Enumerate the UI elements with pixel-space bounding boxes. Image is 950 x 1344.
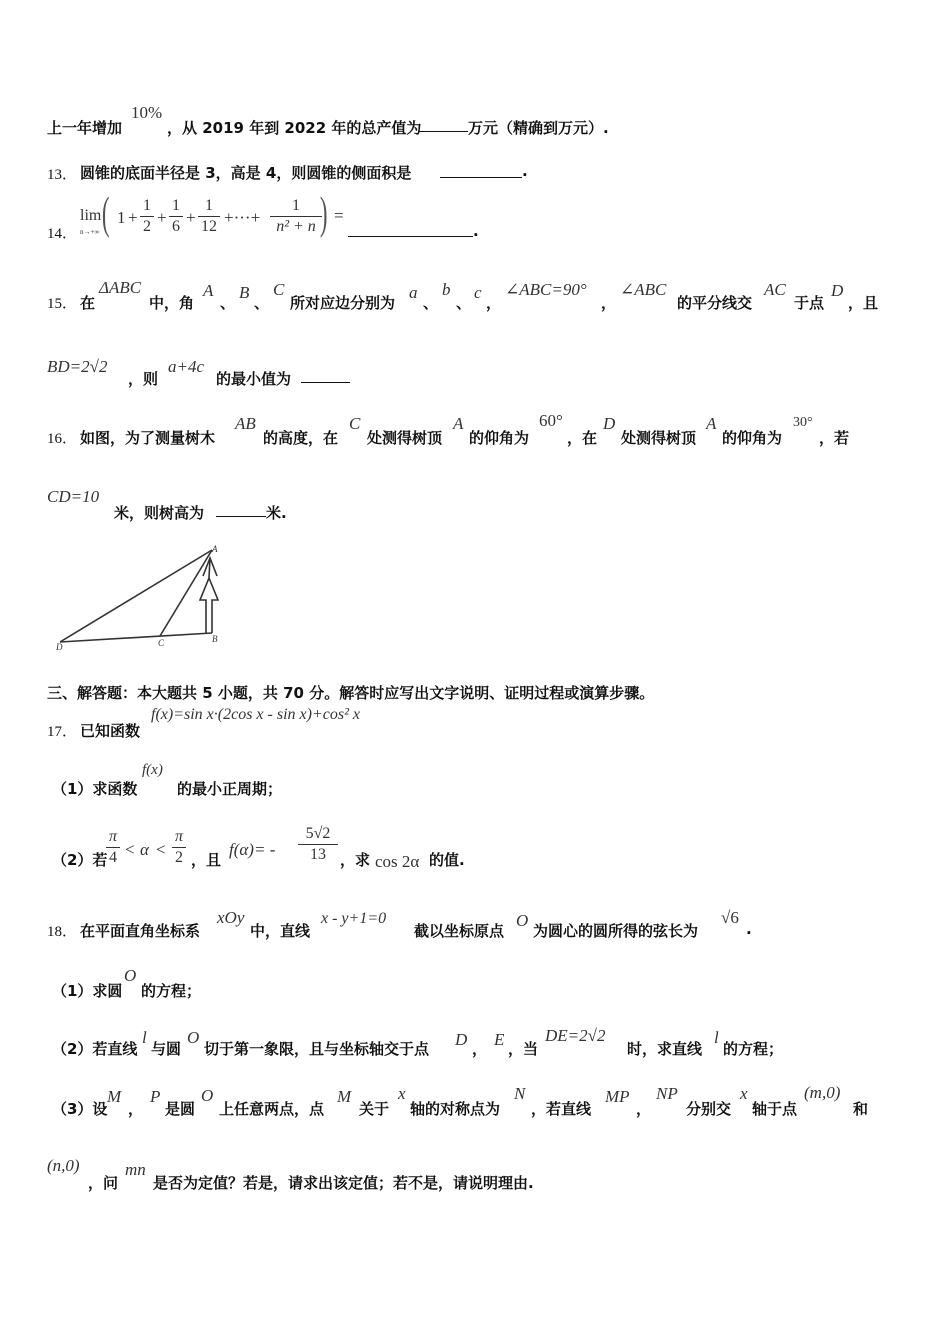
q12-text: ，从 2019 年到 2022 年的总产值为 — [167, 119, 422, 137]
q13-answer-blank[interactable] — [440, 161, 522, 178]
q16-tree — [200, 578, 218, 633]
q16-cd: CD=10 — [47, 487, 100, 506]
q14-answer-blank[interactable] — [348, 220, 473, 237]
q14-equals: = — [334, 206, 344, 225]
q15-triangle: ΔABC — [99, 278, 142, 297]
q16-angle-60: 60° — [539, 411, 563, 430]
q18-s3-label: （3）设 — [52, 1100, 108, 1118]
q17-s2-label: （2）若 — [52, 851, 108, 869]
q12-unit: 万元（精确到万元）. — [468, 119, 609, 137]
q16-angle-30: 30° — [793, 415, 813, 430]
q18-s2-label: （2）若直线 — [52, 1040, 138, 1058]
q17-function: f(x)=sin x·(2cos x - sin x)+cos² x — [151, 706, 360, 723]
q16-fig-label-b: B — [212, 634, 218, 644]
q17-frac-value: 5√2 13 — [298, 825, 338, 864]
q15-expr: a+4c — [168, 357, 205, 376]
q15-number: 15． — [47, 296, 78, 312]
q16-line-ca — [160, 550, 212, 636]
q13-number: 13． — [47, 167, 78, 183]
q16-line-da — [60, 550, 212, 642]
q17-cos2a: cos 2α — [375, 852, 420, 871]
q15-bd: BD=2√2 — [47, 357, 108, 376]
q17-frac-pi2: π 2 — [172, 828, 186, 867]
q17-number: 17． — [47, 724, 78, 740]
q17-s1-label: （1）求函数 — [52, 780, 138, 798]
q18-root6: √6 — [721, 908, 739, 927]
q16-fig-label-c: C — [158, 638, 165, 648]
q14-right-paren: ) — [319, 187, 328, 238]
q12-lead: 上一年增加 — [47, 119, 123, 137]
q15-angle-abc: ∠ABC — [620, 280, 667, 299]
q12-answer-blank[interactable] — [418, 115, 468, 132]
q13-text: 圆锥的底面半径是 3，高是 4，则圆锥的侧面积是 — [80, 164, 412, 182]
q12-percent: 10% — [131, 103, 163, 122]
q14-number: 14． — [47, 226, 78, 242]
exam-page: 上一年增加 10% ，从 2019 年到 2022 年的总产值为 万元（精确到万元）. 13． 圆锥的底面半径是 3，高是 4，则圆锥的侧面积是 . 14． lim n→+∞ ( 1 + 1 2 + 1 6 + 1 12 +···+ 1 n² + n ) = . 15． 在 ΔABC 中，角 A 、 B 、 C 所对应边分别为 a 、 b 、 c ， ∠ABC=90° ， ∠ABC 的平分线交 AC 于点 D ，且 BD=2√2 ，则 a+4c 的最小值为 16． 如图，为了测量树木 AB 的高度，在 C 处测得树顶 A 的仰角为 60° ，在 D 处测得树顶 A 的仰角为 30° ，若 CD=10 米，则树高为 米. A B C D 三、解答题：本大题共 5 小题，共 70 分。解答时应写出文字说明、证明过程或演算步骤。 17． 已知函数 f(x)=sin x·(2cos x - sin x)+cos² x （1）求函数 f(x) 的最小正周期； （2）若 π 4 < α < π 2 ，且 f(α)= - 5√2 13 ，求 cos 2α 的值. 18． 在平面直角坐标系 xOy 中，直线 x - y+1=0 截以坐标原点 O 为圆心的圆所得的弦长为 √6 . （1）求圆 O 的方程； （2）若直线 l 与圆 O 切于第一象限，且与坐标轴交于点 D ， E ，当 DE=2√2 时，求直线 l 的方程； （3）设 M ， P 是圆 O 上任意两点，点 M 关于 x 轴的对称点为 N ，若直线 MP ， NP 分别交 x 轴于点 (m,0) 和 (n,0) ，问 mn 是否为定值？若是，请求出该定值；若不是，请说明理由. — [47, 103, 879, 1192]
q18-de: DE=2√2 — [545, 1026, 606, 1045]
q14-one: 1 — [117, 208, 126, 227]
q17-f-alpha: f(α)= - — [229, 840, 276, 859]
q16-fig-label-d: D — [56, 642, 63, 652]
q16-line-db — [60, 633, 212, 642]
q14-frac-3: 1 12 — [198, 197, 220, 236]
q14-frac-4: 1 n² + n — [270, 197, 322, 236]
q15-angle-eq: ∠ABC=90° — [505, 280, 587, 299]
q16-figure — [50, 540, 240, 655]
q16-number: 16． — [47, 431, 78, 447]
q18-line-eq: x - y+1=0 — [321, 910, 387, 927]
q14-frac-1: 1 2 — [140, 197, 154, 236]
q14-left-paren: ( — [101, 187, 110, 238]
q18-n0: (n,0) — [47, 1156, 80, 1175]
q17-frac-pi4: π 4 — [106, 828, 120, 867]
q14-lim-sub: n→+∞ — [80, 228, 100, 236]
q18-m0: (m,0) — [804, 1083, 841, 1102]
q15-answer-blank[interactable] — [301, 366, 350, 383]
section-3-heading: 三、解答题：本大题共 5 小题，共 70 分。解答时应写出文字说明、证明过程或演算步骤。 — [47, 684, 655, 702]
q16-fig-label-a: A — [212, 544, 218, 554]
q14-dots: +···+ — [224, 208, 261, 227]
q14-frac-2: 1 6 — [169, 197, 183, 236]
q18-s1-label: （1）求圆 — [52, 982, 123, 1000]
q14-lim: lim — [80, 207, 102, 224]
q16-answer-blank[interactable] — [216, 500, 266, 517]
q18-number: 18． — [47, 924, 78, 940]
